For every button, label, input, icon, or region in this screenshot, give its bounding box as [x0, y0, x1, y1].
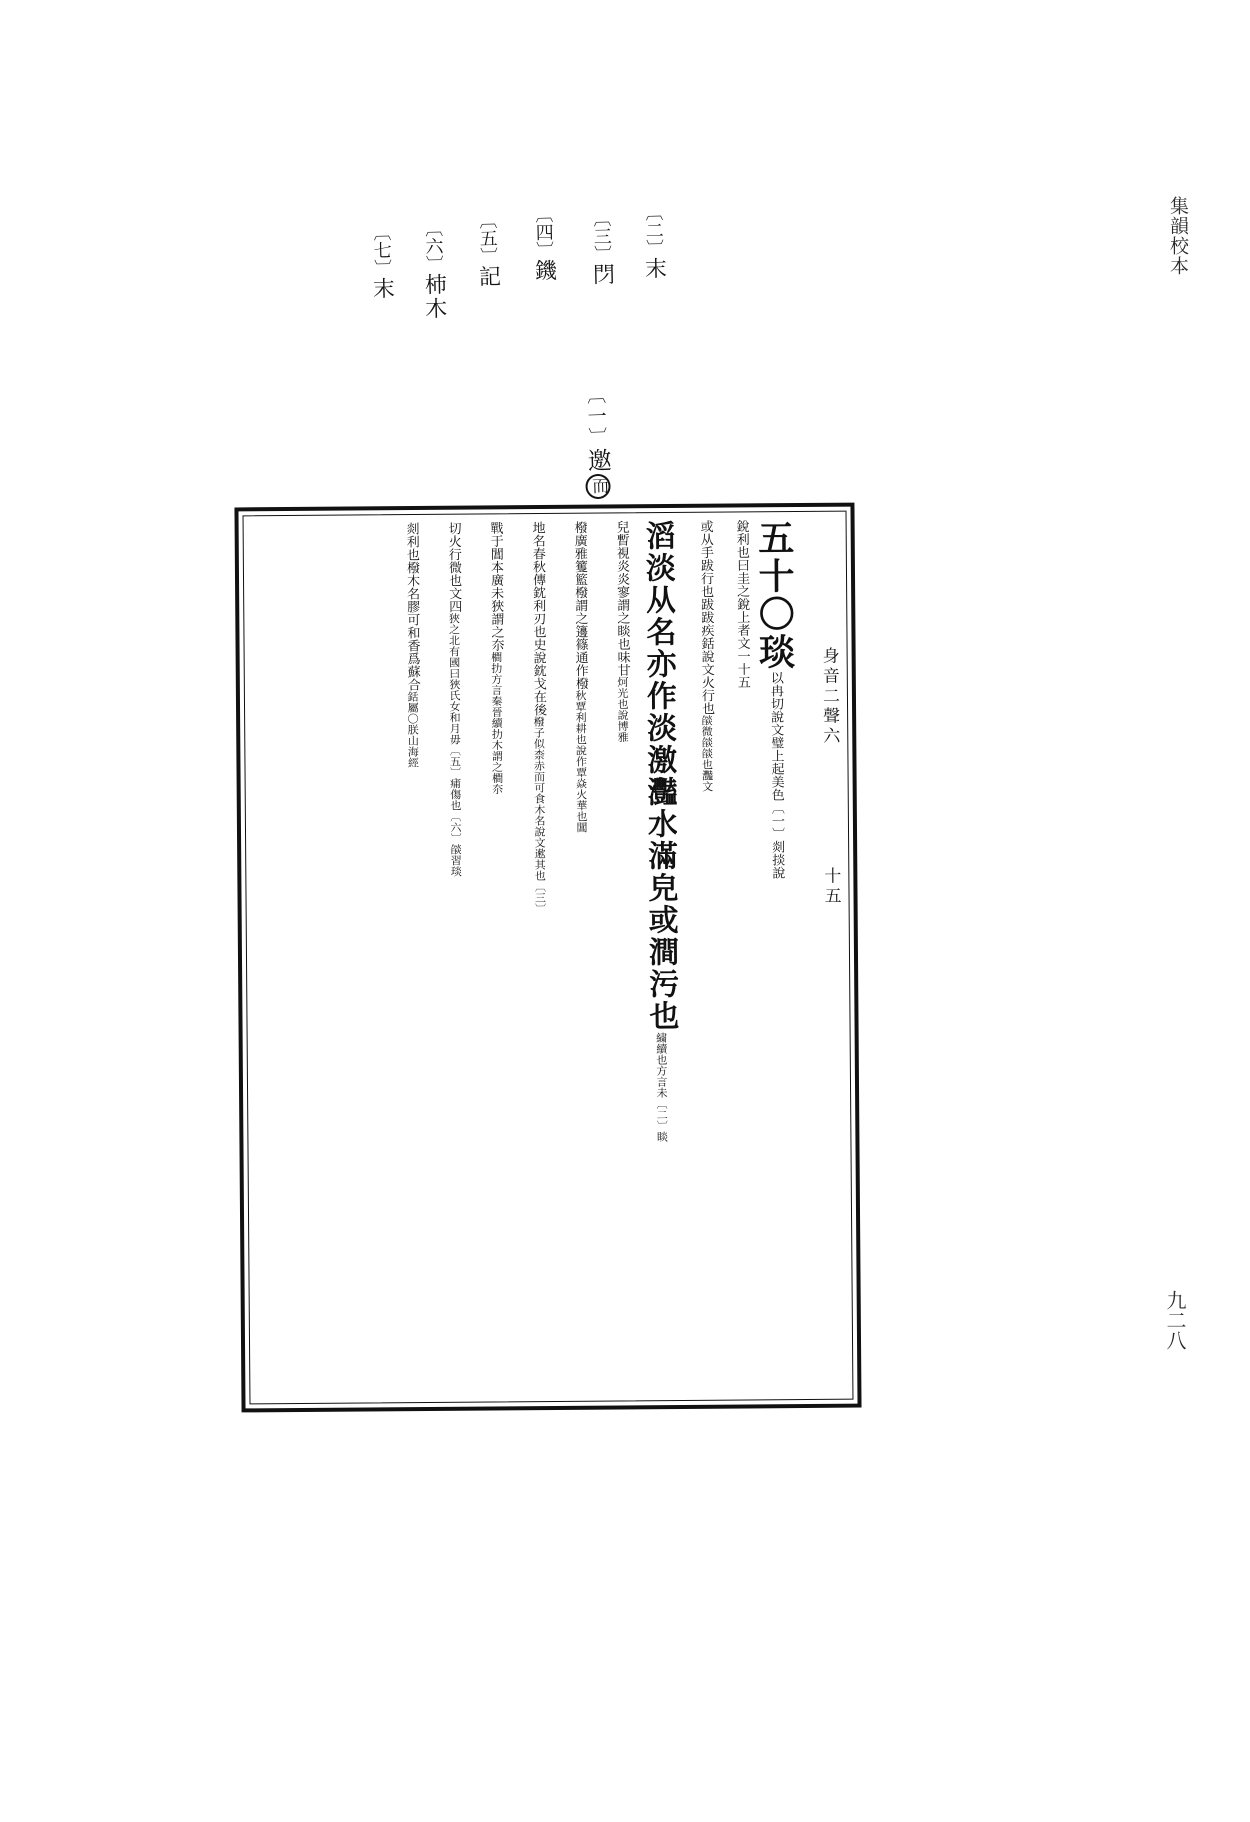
text-column — [465, 519, 514, 1396]
annotation-above-block — [580, 385, 612, 500]
column-gloss: 繍續也方言未〔二〕睒 — [654, 1032, 669, 1143]
block-spine — [795, 517, 848, 1394]
column-gloss: 炣光也說博雅 — [615, 676, 630, 743]
text-column — [423, 520, 472, 1397]
text-block-inner — [249, 517, 848, 1399]
annotation-item — [367, 223, 395, 302]
annotation-number: 〔三〕 — [590, 208, 613, 264]
column-body: 以冉切說文璧上起美色〔一〕剡掞說 — [767, 671, 785, 880]
text-column — [381, 520, 430, 1397]
text-column — [591, 518, 640, 1395]
column-body: 剡利也橃木名膠可和香爲蘇合 — [403, 522, 420, 692]
annotation-text: 記 — [475, 264, 501, 290]
annotation-text: 杮木 — [421, 272, 448, 322]
annotation-number: 〔一〕 — [583, 384, 608, 449]
column-body: 或从手跋行也跋跋疾銛說文火行也 — [697, 519, 715, 715]
page-number: 九二八 — [1163, 1290, 1187, 1350]
text-column — [753, 517, 802, 1394]
annotation-item — [587, 209, 615, 288]
rime-heading: 五十〇琰 — [752, 519, 796, 672]
annotation-item — [473, 211, 501, 290]
annotation-text: 閁 — [589, 262, 615, 288]
text-block-frame — [234, 503, 861, 1413]
spine-folio: 十五 — [820, 866, 841, 907]
annotation-text: 邀 — [582, 447, 612, 475]
annotation-number: 〔五〕 — [476, 210, 499, 266]
column-body: 地名春秋傳鈂利刃也史說鈂戈在後 — [529, 521, 547, 717]
text-column — [549, 519, 598, 1396]
column-body: 戰于閶本廣未狹謂之夵 — [487, 521, 504, 652]
page-header-label: 集韻校本 — [1167, 196, 1189, 276]
column-body: 切火行微也文四 — [445, 521, 462, 613]
column-gloss: 狹之北有國曰狹氏女和月毋〔五〕痡傷也〔六〕燄習琰 — [447, 612, 463, 877]
column-gloss: 秋覃利耕也說作覃焱火華也閶 — [573, 689, 589, 833]
column-gloss: 燄微燄燄也灩文 — [700, 714, 714, 792]
column-gloss: 橃子似柰赤而可食木名說文遬其也〔三〕 — [532, 716, 547, 915]
column-body: 兒暫視炎炎寥謂之睒也味甘 — [613, 520, 630, 677]
column-gloss: 銛屬〇朕山海經 — [405, 691, 420, 769]
annotation-circled-char: 而 — [585, 474, 611, 500]
column-gloss: 橺扐方言秦晉續扐木謂之橺夵 — [489, 651, 504, 795]
text-column — [633, 518, 682, 1395]
annotation-number: 〔四〕 — [532, 204, 555, 260]
annotation-number: 〔六〕 — [421, 218, 445, 274]
annotation-item — [529, 205, 557, 284]
annotation-text: 鐖 — [531, 258, 557, 284]
annotation-number: 〔七〕 — [370, 222, 393, 278]
margin-annotations — [330, 185, 690, 385]
annotation-item — [419, 219, 447, 322]
annotation-text: 末 — [369, 276, 395, 302]
column-body: 橃廣雅籆籃橃謂之籩篠通作橃 — [571, 520, 588, 690]
column-body: 銳利也曰圭之銳上者文一十五 — [733, 519, 750, 689]
text-column — [675, 518, 724, 1395]
annotation-item — [639, 203, 667, 282]
column-body: 滔淡从名亦作淡激灩水滿皃或澗污也 — [639, 519, 679, 1033]
spine-running-head: 身音二聲六 — [818, 646, 840, 747]
text-column — [507, 519, 556, 1396]
annotation-text: 末 — [641, 256, 667, 282]
annotation-number: 〔二〕 — [642, 202, 665, 258]
